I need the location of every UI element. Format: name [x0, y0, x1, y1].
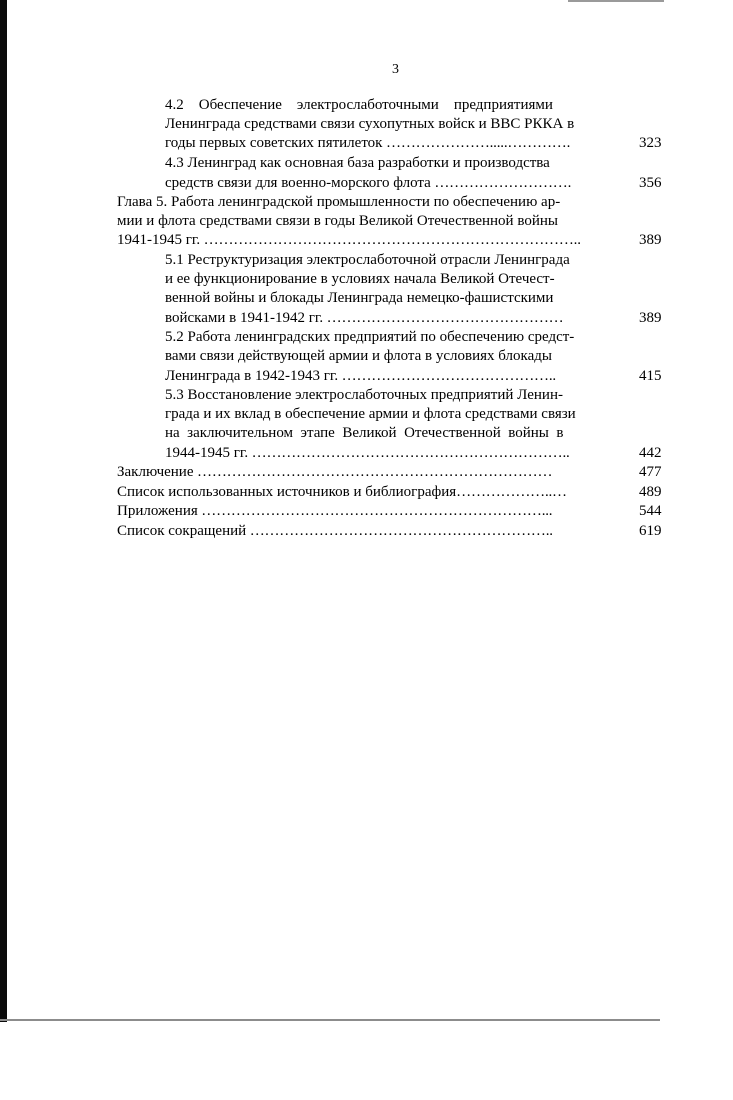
toc-entry-label: годы первых советских пятилеток	[165, 135, 383, 151]
toc-entry-text	[117, 502, 552, 521]
toc-entry-text: града и их вклад в обеспечение армии и флота средствами связи	[165, 406, 576, 422]
toc-entry-label: Приложения	[117, 503, 198, 519]
toc-entry-text: Глава 5. Работа ленинградской промышленности по обеспечению ар-	[117, 194, 561, 210]
toc-page-number: 389	[639, 232, 662, 248]
toc-page-number: 442	[639, 445, 662, 461]
toc-entry-text: 4.3 Ленинград как основная база разработки и производства	[165, 155, 550, 171]
toc-leader-dots: ………………………………………………………..	[248, 445, 570, 461]
toc-entry-text: мии и флота средствами связи в годы Великой Отечественной войны	[117, 213, 558, 229]
toc-page-number: 389	[639, 310, 662, 326]
toc-entry-text	[165, 367, 556, 386]
toc-entry-text	[117, 483, 567, 502]
toc-entry-text	[165, 134, 570, 153]
scan-top-mark	[568, 0, 664, 2]
toc-entry-text	[117, 463, 552, 482]
scan-bottom-line	[0, 1019, 660, 1021]
toc-entry-text: и ее функционирование в условиях начала Великой Отечест-	[165, 271, 555, 287]
toc-entry-text: вами связи действующей армии и флота в условиях блокады	[165, 348, 552, 364]
toc-entry-text: 5.3 Восстановление электрослаботочных предприятий Ленин-	[165, 387, 563, 403]
toc-leader-dots: ………………….....………….	[382, 135, 571, 151]
toc-entry-text	[165, 309, 563, 328]
toc-entry-label: Заключение	[117, 464, 194, 480]
toc-page-number: 323	[639, 135, 662, 151]
scan-left-border	[0, 0, 7, 1022]
toc-entry-label: 1944-1945 гг.	[165, 445, 249, 461]
toc-page-number: 477	[639, 464, 662, 480]
toc-leader-dots: ………………………………………………………………	[193, 464, 553, 480]
toc-entry-text: на заключительном этапе Великой Отечественной войны в	[165, 425, 564, 441]
toc-page-number: 489	[639, 484, 662, 500]
toc-entry-label: Список использованных источников и библиография	[117, 484, 457, 500]
toc-page-number: 544	[639, 503, 662, 519]
toc-page-number: 356	[639, 175, 662, 191]
toc-leader-dots: ……………………….	[430, 175, 572, 191]
toc-leader-dots: ………………..…	[456, 484, 567, 500]
toc-entry-label: Ленинграда в 1942-1943 гг.	[165, 368, 339, 384]
toc-entry-label: Список сокращений	[117, 523, 247, 539]
toc-entry-label: 1941-1945 гг.	[117, 232, 201, 248]
toc-entry-text	[117, 231, 581, 250]
toc-entry-text	[117, 522, 553, 541]
toc-entry-text: венной войны и блокады Ленинграда немецко-фашистскими	[165, 290, 554, 306]
toc-entry-text	[165, 444, 570, 463]
page-number: 3	[392, 62, 399, 77]
toc-leader-dots: …………………………………………	[323, 310, 564, 326]
toc-entry-text: Ленинграда средствами связи сухопутных войск и ВВС РККА в	[165, 116, 575, 132]
toc-entry-label: средств связи для военно-морского флота	[165, 175, 431, 191]
toc-leader-dots: …………………………………………………………………..	[200, 232, 581, 248]
toc-leader-dots: ……………………………………………………………...	[197, 503, 553, 519]
toc-entry-text: 5.1 Реструктуризация электрослаботочной отрасли Ленинграда	[165, 252, 570, 268]
toc-entry-label: войсками в 1941-1942 гг.	[165, 310, 324, 326]
toc-page-number: 415	[639, 368, 662, 384]
toc-entry-text	[165, 174, 571, 193]
toc-leader-dots: ……………………………………………………..	[246, 523, 553, 539]
toc-entry-text: 5.2 Работа ленинградских предприятий по обеспечению средст-	[165, 329, 575, 345]
toc-entry-text: 4.2 Обеспечение электрослаботочными предприятиями	[165, 97, 553, 113]
toc-leader-dots: ……………………………………..	[338, 368, 556, 384]
toc-page-number: 619	[639, 523, 662, 539]
